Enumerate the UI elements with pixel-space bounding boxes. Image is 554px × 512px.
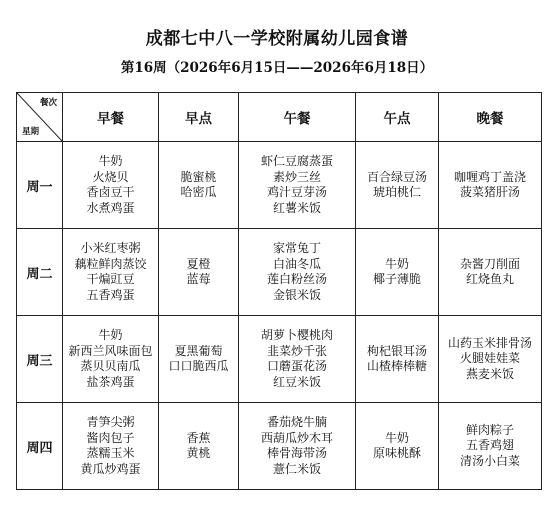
menu-item: 蓝莓 — [186, 272, 211, 286]
menu-item: 虾仁豆腐蒸蛋 — [260, 154, 333, 168]
menu-cell-afternoon-snack — [356, 142, 439, 229]
menu-item: 五香鸡翅 — [465, 438, 514, 453]
column-header-morning-snack: 早点 — [159, 93, 239, 142]
menu-cell-dinner — [439, 142, 542, 229]
menu-item: 红烧鱼丸 — [465, 272, 514, 286]
menu-item: 山楂棒棒糖 — [366, 359, 427, 373]
menu-cell-morning-snack — [159, 229, 239, 316]
menu-cell-morning-snack — [159, 142, 239, 229]
menu-item: 胡萝卜樱桃肉 — [260, 328, 333, 342]
menu-item: 山药玉米排骨汤 — [447, 335, 532, 350]
menu-item: 燕麦米饭 — [465, 366, 514, 381]
menu-item: 金银米饭 — [272, 287, 321, 302]
menu-item: 夏黑葡萄 — [174, 343, 223, 358]
corner-cell — [17, 93, 63, 142]
menu-item: 西葫瓜炒木耳 — [260, 430, 333, 445]
menu-cell-afternoon-snack — [356, 229, 439, 316]
menu-item: 番茄烧牛腩 — [266, 415, 327, 429]
menu-item: 鲜肉粽子 — [465, 422, 514, 437]
menu-table — [16, 92, 542, 490]
day-label: 周二 — [17, 229, 63, 316]
menu-item: 黄桃 — [186, 446, 211, 460]
menu-item: 夏橙 — [186, 256, 211, 271]
header-row — [17, 93, 542, 142]
menu-item: 水煮鸡蛋 — [86, 200, 135, 215]
menu-cell-afternoon-snack — [356, 403, 439, 490]
menu-item: 盐茶鸡蛋 — [86, 374, 135, 389]
menu-item: 薏仁米饭 — [272, 461, 321, 476]
menu-item: 原味桃酥 — [372, 446, 421, 460]
menu-cell-dinner — [439, 403, 542, 490]
week-subtitle: 第16周（2026年6月15日——2026年6月18日） — [120, 60, 434, 76]
menu-cell-breakfast — [63, 229, 159, 316]
table-row — [17, 316, 542, 403]
menu-cell-breakfast — [63, 316, 159, 403]
menu-item: 枸杞银耳汤 — [366, 343, 427, 358]
column-header-lunch: 午餐 — [239, 93, 356, 142]
menu-item: 牛奶 — [384, 256, 409, 271]
table-row — [17, 142, 542, 229]
menu-cell-lunch — [239, 403, 356, 490]
menu-item: 蒸贝贝南瓜 — [80, 359, 141, 373]
menu-item: 牛奶 — [98, 154, 123, 168]
menu-cell-morning-snack — [159, 316, 239, 403]
menu-item: 鸡汁豆芽汤 — [266, 185, 327, 199]
menu-item: 酱肉包子 — [86, 430, 135, 445]
menu-item: 白油冬瓜 — [272, 256, 321, 271]
menu-cell-breakfast — [63, 403, 159, 490]
menu-item: 五香鸡蛋 — [86, 287, 135, 302]
menu-item: 青笋尖粥 — [86, 415, 135, 429]
column-header-breakfast: 早餐 — [63, 93, 159, 142]
menu-item: 棒骨海带汤 — [266, 446, 327, 460]
menu-item: 琥珀桃仁 — [372, 185, 421, 199]
menu-cell-morning-snack — [159, 403, 239, 490]
menu-item: 香卤豆干 — [86, 185, 135, 199]
menu-item: 藕粒鲜肉蒸饺 — [74, 256, 147, 271]
column-header-dinner: 晚餐 — [439, 93, 542, 142]
menu-item: 火烧贝 — [92, 169, 129, 184]
menu-item: 咖喱鸡丁盖浇 — [453, 169, 526, 184]
menu-cell-breakfast — [63, 142, 159, 229]
table-row — [17, 403, 542, 490]
menu-item: 小米红枣粥 — [80, 241, 141, 255]
day-label: 周四 — [17, 403, 63, 490]
menu-item: 牛奶 — [98, 328, 123, 342]
menu-item: 干煸豇豆 — [86, 272, 135, 286]
menu-item: 杂酱刀削面 — [459, 256, 520, 271]
day-label: 周一 — [17, 142, 63, 229]
menu-item: 新西兰风味面包 — [68, 343, 153, 358]
corner-label-meal: 餐次 — [39, 98, 57, 108]
menu-item: 牛奶 — [384, 430, 409, 445]
menu-item: 清汤小白菜 — [459, 453, 520, 468]
corner-label-weekday: 星期 — [22, 127, 40, 137]
day-label: 周三 — [17, 316, 63, 403]
menu-item: 菠菜猪肝汤 — [459, 185, 520, 199]
menu-item: 莲白粉丝汤 — [266, 272, 327, 286]
menu-item: 红豆米饭 — [272, 374, 321, 389]
menu-item: 素炒三丝 — [272, 169, 321, 184]
menu-item: 蒸糯玉米 — [86, 446, 135, 460]
menu-item: 口口脆西瓜 — [168, 359, 229, 373]
table-row — [17, 229, 542, 316]
column-header-afternoon-snack: 午点 — [356, 93, 439, 142]
menu-item: 哈密瓜 — [180, 185, 217, 199]
menu-cell-lunch — [239, 142, 356, 229]
menu-item: 百合绿豆汤 — [366, 169, 427, 184]
menu-cell-afternoon-snack — [356, 316, 439, 403]
menu-item: 口蘑蛋花汤 — [266, 359, 327, 373]
menu-item: 家常兔丁 — [272, 241, 321, 255]
menu-item: 韭菜炒千张 — [266, 343, 327, 358]
menu-item: 黄瓜炒鸡蛋 — [80, 461, 141, 476]
menu-item: 椰子薄脆 — [372, 272, 421, 286]
menu-cell-lunch — [239, 316, 356, 403]
page-title: 成都七中八一学校附属幼儿园食谱 — [145, 29, 409, 49]
menu-cell-dinner — [439, 229, 542, 316]
menu-cell-lunch — [239, 229, 356, 316]
menu-item: 火腿娃娃菜 — [459, 351, 520, 366]
menu-item: 红薯米饭 — [272, 200, 321, 215]
menu-cell-dinner — [439, 316, 542, 403]
menu-item: 香蕉 — [186, 430, 211, 445]
menu-item: 脆蜜桃 — [180, 169, 217, 184]
